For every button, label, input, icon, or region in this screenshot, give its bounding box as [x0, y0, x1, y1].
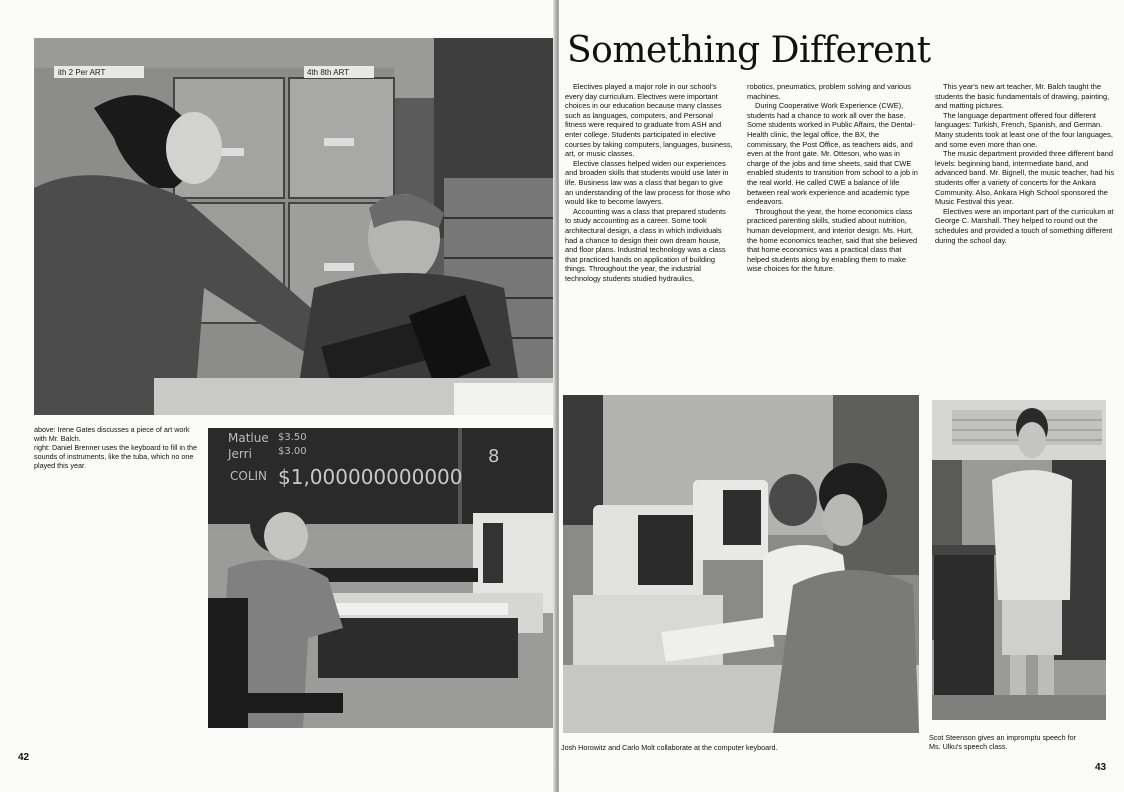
- column-2-paragraph: Throughout the year, the home economics class practiced parenting skills, studied about nutrition, human development, and interior design. Ms. Hurt, the home economics teacher, said that she believed that home economics was a practical class that helped students along by enabling them to make wise choices for the future.: [747, 206, 918, 274]
- page-title: Something Different: [567, 30, 931, 71]
- right-page: [559, 0, 1124, 792]
- caption-right: right: Daniel Brenner uses the keyboard to fill in the sounds of instruments, like the tuba, which no one played this year.: [34, 443, 198, 470]
- art-class-photo: [34, 38, 556, 415]
- drawer-label-1: ith 2 Per ART: [58, 68, 106, 77]
- speech-photo: [932, 400, 1106, 720]
- art-photo-caption-block: [34, 425, 204, 470]
- chalk-price-1: $3.50: [278, 432, 307, 443]
- text-column-2: [747, 82, 919, 274]
- page-number-left: 42: [18, 752, 30, 763]
- left-page: [0, 0, 556, 792]
- text-column-3: [935, 82, 1115, 245]
- column-3-paragraph: The music department provided three different band levels: beginning band, intermediate band, and advanced band. Mr. Bignell, the music teacher, had his students offer a variety of concerts for the Ankara Community. Also, Ankara High School sponsored the Music Festival this year.: [935, 149, 1115, 207]
- speech-photo-caption: Scot Steenson gives an impromptu speech for Ms. Ulku's speech class.: [929, 733, 1077, 751]
- column-1-paragraph: Electives played a major role in our school's every day curriculum. Electives were important choices in our education because many classes such as languages, computers, and Personal fitness were required to graduate from ASH and enter college. Students participated in elective courses by taking computers, languages, business, art, or music classes.: [565, 82, 733, 159]
- column-2-paragraph: During Cooperative Work Experience (CWE), students had a chance to work all over the base. Some students worked in Public Affairs, the Dental-Health clinic, the legal office, the BX, the commissary, the Post Office, as teachers aids, and even at the front gate. Mr. Otteson, who was in charge of the jobs and time sheets, said that CWE enabled students to transition from school to a job in the real world. He called CWE a balance of life between real work experience and academic type endeavors.: [747, 101, 918, 207]
- drawer-label-2: 4th 8th ART: [307, 68, 350, 77]
- caption-above: above: Irene Gates discusses a piece of art work with Mr. Balch.: [34, 425, 190, 443]
- computer-lab-photo: [563, 395, 919, 733]
- text-column-1: [565, 82, 733, 283]
- column-1-paragraph: Elective classes helped widen our experiences and broaden skills that students would use later in life. Business law was a class that began to give an understanding of the law process for those who would like to become lawyers.: [565, 158, 731, 207]
- keyboard-photo: [208, 428, 556, 728]
- column-3-paragraph: This year's new art teacher, Mr. Balch taught the students the basic fundamentals of drawing, painting, and matting pictures.: [935, 82, 1110, 111]
- column-3-paragraph: Electives were an important part of the curriculum at George C. Marshall. They helped to round out the schedules and provided a touch of something different during the school day.: [935, 206, 1114, 245]
- computer-photo-caption: Josh Horowitz and Carlo Molt collaborate at the computer keyboard.: [561, 743, 778, 752]
- chalk-name-3: COLIN: [230, 469, 268, 483]
- page-number-right: 43: [1095, 762, 1107, 773]
- chalk-amount: $1,000000000000: [278, 465, 463, 489]
- chalk-number: 8: [488, 446, 500, 467]
- column-2-paragraph: robotics, pneumatics, problem solving and various machines.: [747, 82, 911, 101]
- chalk-name-1: Matlue: [228, 431, 269, 445]
- chalk-name-2: Jerri: [228, 447, 252, 461]
- column-3-paragraph: The language department offered four different languages: Turkish, French, Spanish, and German. Many students took at least one of the four languages, and some even more than one.: [935, 110, 1113, 149]
- chalk-price-2: $3.00: [278, 446, 307, 457]
- column-1-paragraph: Accounting was a class that prepared students to study accounting as a career. Some took architectural design, a class in which individuals had a chance to design their own dream house, and floor plans. Industrial technology was a class that practiced hands on application of building things. Throughout the year, the industrial technology students studied hydraulics,: [565, 206, 726, 283]
